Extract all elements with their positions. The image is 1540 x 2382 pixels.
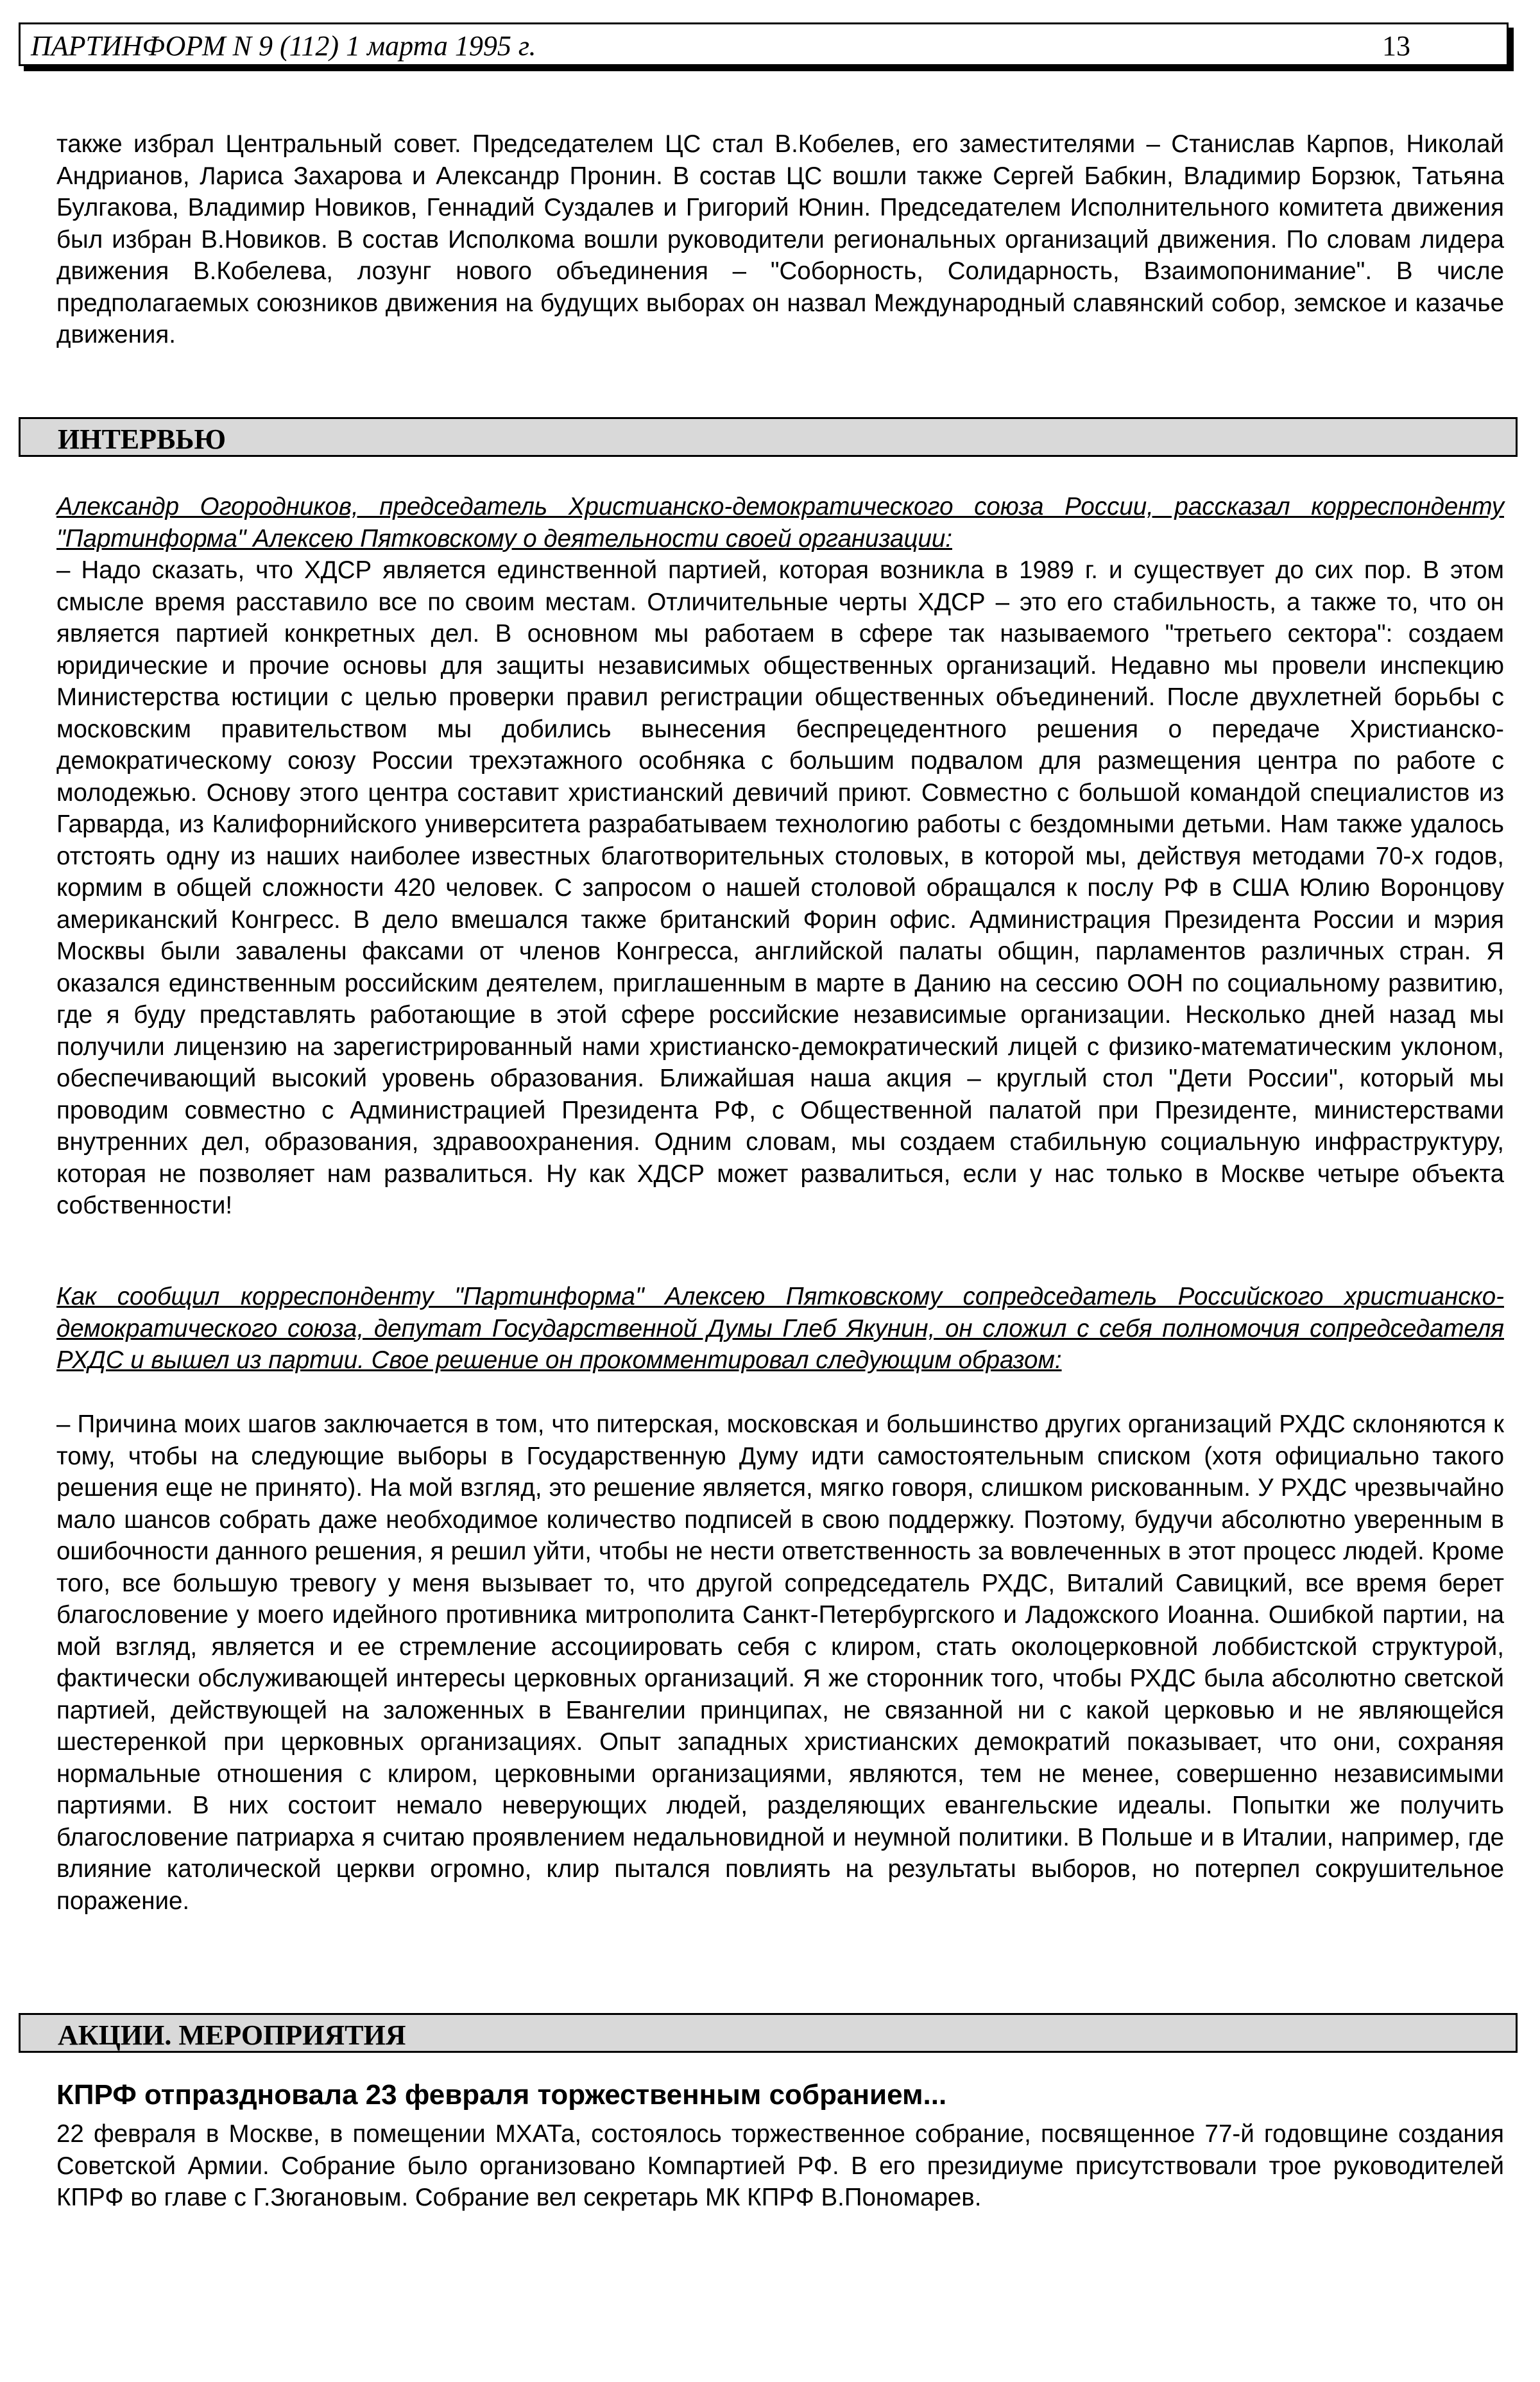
interview1-lead: Александр Огородников, председатель Христианско-демократического союза России, рассказал корреспонденту "Партинформа" Алексею Пятковскому о деятельности своей организации: <box>56 493 1504 553</box>
news-headline: КПРФ отпраздновала 23 февраля торжественным собранием... <box>56 2079 947 2111</box>
news-body: 22 февраля в Москве, в помещении МХАТа, состоялось торжественное собрание, посвященное 77-й годовщине создания Советской Армии. Собрание было организовано Компартией РФ. В его президиуме присутствовали трое руководителей КПРФ во главе с Г.Зюгановым. Собрание вел секретарь МК КПРФ В.Пономарев. <box>56 2120 1504 2211</box>
page-number: 13 <box>1382 30 1410 62</box>
interview1-body: – Надо сказать, что ХДСР является единственной партией, которая возникла в 1989 г. и существует до сих пор. В этом смысле время расставило все по своим местам. Отличительные черты ХДСР – это его стабильность, а также то, что он является партией конкретных дел. В основном мы работаем в сфере так называемого "третьего сектора": создаем юридические и прочие основы для защиты независимых общественных организаций. Недавно мы провели инспекцию Министерства юстиции с целью проверки правил регистрации общественных объединений. После двухлетней борьбы с московским правительством мы добились вынесения беспрецедентного решения о передаче Христианско-демократическому союзу России трехэтажного особняка с большим подвалом для размещения центра по работе с молодежью. Основу этого центра составит христианский девичий приют. Совместно с большой командой специалистов из Гарварда, из Калифорнийского университета разрабатываем технологию работы с бездомными детьми. Нам также удалось отстоять одну из наших наиболее известных благотворительных столовых, в которой мы, действуя методами 70-х годов, кормим в общей сложности 420 человек. С запросом о нашей столовой обращался к послу РФ в США Юлию Воронцову американский Конгресс. В дело вмешался также британский Форин офис. Администрация Президента России и мэрия Москвы были завалены факсами от членов Конгресса, английской палаты общин, парламентов различных стран. Я оказался единственным российским деятелем, приглашенным в марте в Данию на сессию ООН по социальному развитию, где я буду представлять работающие в этой сфере российские независимые организации. Несколько дней назад мы получили лицензию на зарегистрированный нами христианско-демократический лицей с физико-математическим уклоном, обеспечивающий высокий уровень образования. Ближайшая наша акция – круглый стол "Дети России", который мы проводим совместно с Администрацией Президента РФ, с Общественной палатой при Президенте, министерствами внутренних дел, образования, здравоохранения. Одним словам, мы создаем стабильную социальную инфраструктуру, которая не позволяет нам развалиться. Ну как ХДСР может развалиться, если у нас только в Москве четыре объекта собственности! <box>56 556 1504 1219</box>
publication-title: ПАРТИНФОРМ N 9 (112) 1 марта 1995 г. <box>31 30 536 62</box>
interview2-lead: Как сообщил корреспонденту "Партинформа" Алексею Пятковскому сопредседатель Российского христианско-демократического союза, депутат Государственной Думы Глеб Якунин, он сложил с себя полномочия сопредседателя РХДС и вышел из партии. Свое решение он прокомментировал следующим образом: <box>56 1283 1504 1374</box>
intro-paragraph: также избрал Центральный совет. Председателем ЦС стал В.Кобелев, его заместителями – Станислав Карпов, Николай Андрианов, Лариса Захарова и Александр Пронин. В состав ЦС вошли также Сергей Бабкин, Владимир Борзюк, Татьяна Булгакова, Владимир Новиков, Геннадий Суздалев и Григорий Юнин. Председателем Исполнительного комитета движения был избран В.Новиков. В состав Исполкома вошли руководители региональных организаций движения. По словам лидера движения В.Кобелева, лозунг нового объединения – "Соборность, Солидарность, Взаимопонимание". В числе предполагаемых союзников движения на будущих выборах он назвал Международный славянский собор, земское и казачье движения. <box>56 130 1504 348</box>
page-header <box>19 22 1509 66</box>
interview2-body: – Причина моих шагов заключается в том, что питерская, московская и большинство других организаций РХДС склоняются к тому, чтобы на следующие выборы в Государственную Думу идти самостоятельным списком (хотя официально такого решения еще не принято). На мой взгляд, это решение является, мягко говоря, слишком рискованным. У РХДС чрезвычайно мало шансов собрать даже необходимое количество подписей в свою поддержку. Поэтому, будучи абсолютно уверенным в ошибочности данного решения, я решил уйти, чтобы не нести ответственность за вовлеченных в этот процесс людей. Кроме того, все большую тревогу у меня вызывает то, что другой сопредседатель РХДС, Виталий Савицкий, все время берет благословение у моего идейного противника митрополита Санкт-Петербургского и Ладожского Иоанна. Ошибкой партии, на мой взгляд, является и ее стремление ассоциировать себя с клиром, стать околоцерковной лоббистской структурой, фактически обслуживающей интересы церковных организаций. Я же сторонник того, чтобы РХДС была абсолютно светской партией, действующей на заложенных в Евангелии принципах, не связанной ни с какой церковью и не являющейся шестеренкой при церковных организациях. Опыт западных христианских демократий показывает, что они, сохраняя нормальные отношения с клиром, церковными организациями, являются, тем не менее, совершенно независимыми партиями. В них состоит немало неверующих людей, разделяющих евангельские идеалы. Попытки же получить благословение патриарха я считаю проявлением недальновидной и неумной политики. В Польше и в Италии, например, где влияние католической церкви огромно, клир пытался повлиять на результаты выборов, но потерпел сокрушительное поражение. <box>56 1410 1504 1915</box>
section-title: АКЦИИ. МЕРОПРИЯТИЯ <box>58 2019 406 2051</box>
section-title: ИНТЕРВЬЮ <box>58 424 227 455</box>
section-header-interview <box>19 417 1518 457</box>
section-header-events <box>19 2013 1518 2053</box>
